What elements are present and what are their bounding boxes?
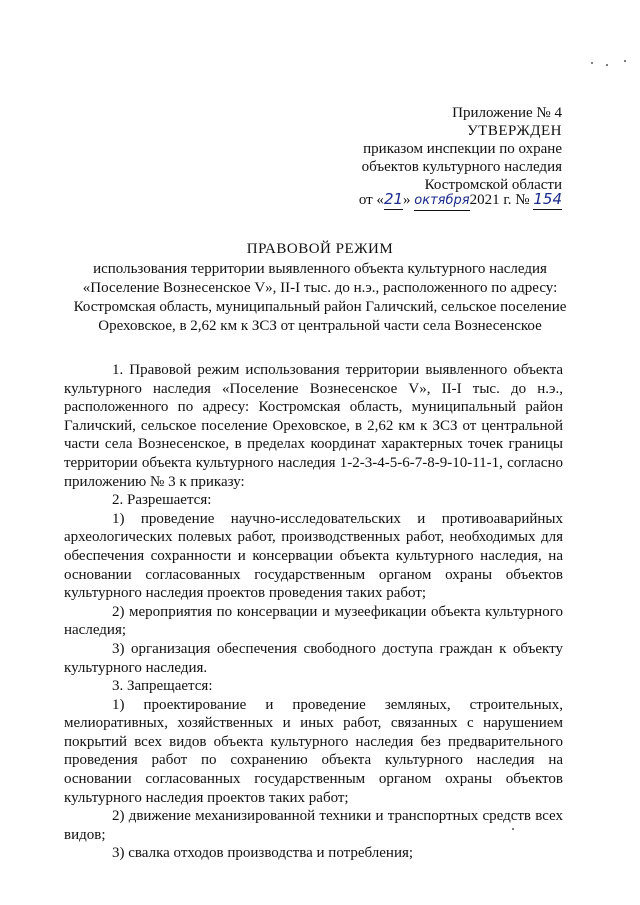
appendix-label: Приложение № 4 [452, 105, 562, 121]
date-day-field [384, 190, 403, 210]
paragraph-prohibited-2: 2) движение механизированной техники и транспортных средств всех видов; [64, 808, 563, 843]
date-mid: » [403, 192, 411, 208]
order-line-3: Костромской области [424, 177, 562, 193]
date-day-handwritten: 21 [383, 190, 404, 208]
order-date-line [359, 190, 562, 211]
date-month-handwritten: октября [414, 193, 470, 208]
approved-label: УТВЕРЖДЕН [467, 123, 562, 139]
paragraph-1: 1. Правовой режим использования территории выявленного объекта культурного наследия «Поселение Вознесенское V», II-I тыс. до н.э., расположенного по адресу: Костромская область, муниципальный район Галичский, сельское поселение Ореховское, в 2,62 км к ЗСЗ от центральной части села Вознесенское, в пределах координат характерных точек границы территории объекта культурного наследия 1-2-3-4-5-6-7-8-9-10-11-1, согласно приложению № 3 к приказу: [64, 362, 563, 490]
paragraph-prohibited-heading: 3. Запрещается: [112, 678, 213, 695]
date-month-field [414, 191, 469, 211]
date-year: 2021 г. № [469, 192, 530, 208]
order-number-field [533, 190, 562, 210]
scan-speck [591, 62, 593, 64]
paragraph-prohibited-1: 1) проектирование и проведение земляных, строительных, мелиоративных, хозяйственных и иных работ, связанных с нарушением покрытий всех видов объекта культурного наследия без предварительного проведения работ по сохранению объекта культурного наследия на основании согласованных государственным органом охраны объектов культурного наследия проектов таких работ; [64, 696, 563, 806]
order-line-1: приказом инспекции по охране [363, 141, 562, 157]
paragraph-permitted-heading: 2. Разрешается: [112, 492, 212, 509]
document-subtitle: использования территории выявленного объекта культурного наследия «Поселение Вознесенское V», II-I тыс. до н.э., расположенного по адресу: Костромская область, муниципальный район Галичский, сельское поселение Ореховское, в 2,62 км к ЗСЗ от центральной части села Вознесенское [73, 261, 567, 334]
document-body [64, 361, 563, 863]
order-line-2: объектов культурного наследия [361, 159, 562, 175]
scan-speck [606, 64, 608, 66]
paragraph-permitted-3: 3) организация обеспечения свободного доступа граждан к объекту культурного наследия. [64, 640, 563, 676]
paragraph-prohibited-3: 3) свалка отходов производства и потребления; [112, 845, 414, 862]
date-prefix: от « [358, 192, 384, 208]
scan-speck [624, 60, 626, 62]
order-number-handwritten: 154 [533, 190, 562, 208]
paragraph-permitted-1: 1) проведение научно-исследовательских и противоаварийных археологических полевых работ, производственных работ, необходимых для обеспечения сохранности и консервации объекта культурного наследия, на основании согласованных государственным органом охраны объектов культурного наследия проектов проведения таких работ; [64, 510, 563, 602]
paragraph-permitted-2: 2) мероприятия по консервации и музеефикации объекта культурного наследия; [64, 603, 563, 639]
document-title: ПРАВОВОЙ РЕЖИМ [246, 241, 394, 257]
scan-speck [512, 828, 514, 830]
